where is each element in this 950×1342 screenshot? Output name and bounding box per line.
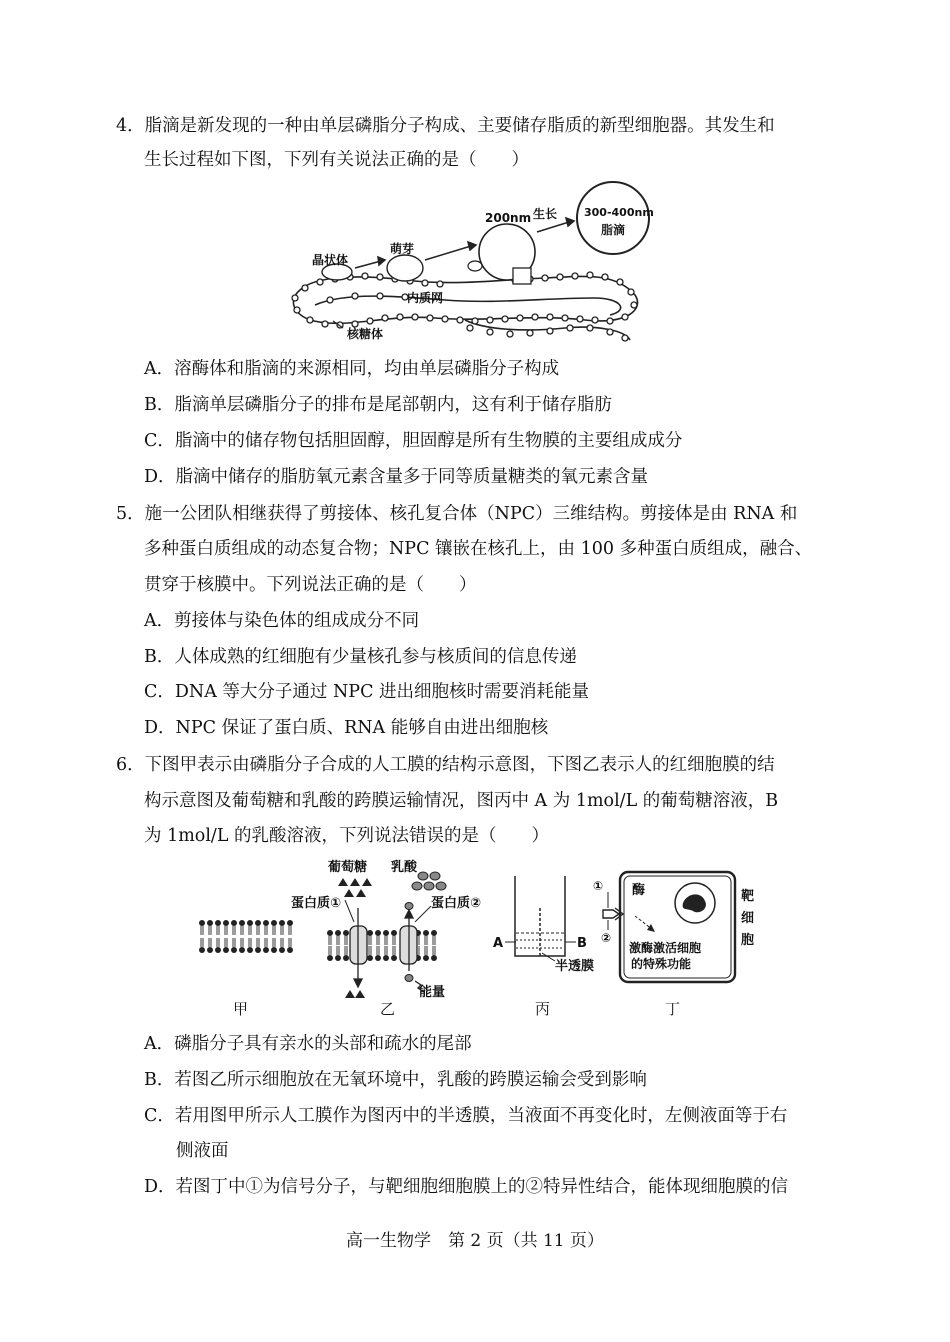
q6-stem-line2: 构示意图及葡萄糖和乳酸的跨膜运输情况，图丙中 A 为 1mol/L 的葡萄糖溶液，B xyxy=(144,791,779,811)
q5-option-c: C．DNA 等大分子通过 NPC 进出细胞核时需要消耗能量 xyxy=(144,682,590,702)
caption-jia: 甲 xyxy=(233,1000,249,1018)
label-b: B xyxy=(577,936,587,951)
label-er: 内质网 xyxy=(407,291,444,305)
label-drop: 脂滴 xyxy=(601,223,626,237)
label-semi: 半透膜 xyxy=(555,959,595,974)
label-protein2: 蛋白质② xyxy=(431,896,482,911)
page-footer: 高一生物学 第 2 页（共 11 页） xyxy=(345,1231,605,1251)
label-protein1: 蛋白质① xyxy=(291,896,342,911)
q5-option-b: B．人体成熟的红细胞有少量核孔参与核质间的信息传递 xyxy=(144,647,577,667)
label-drop-size: 300-400nm xyxy=(584,206,654,219)
label-glucose: 葡萄糖 xyxy=(328,860,368,875)
label-circle2: ② xyxy=(601,931,612,945)
label-crystal: 晶状体 xyxy=(312,253,349,267)
q4-stem-line1: 4．脂滴是新发现的一种由单层磷脂分子构成、主要储存脂质的新型细胞器。其发生和 xyxy=(116,116,775,136)
label-bud: 萌芽 xyxy=(390,242,415,256)
q5-stem-line2: 多种蛋白质组成的动态复合物；NPC 镶嵌在核孔上，由 100 多种蛋白质组成，融合、 xyxy=(144,539,813,559)
label-lactic: 乳酸 xyxy=(391,860,418,875)
q6-stem-line3: 为 1mol/L 的乳酸溶液，下列说法错误的是（ ） xyxy=(144,826,550,846)
panel-bing-utube xyxy=(505,876,576,961)
label-enzyme: 酶 xyxy=(632,883,646,898)
caption-yi: 乙 xyxy=(380,1000,396,1018)
caption-ding: 丁 xyxy=(665,1000,681,1018)
q4-option-a: A．溶酶体和脂滴的来源相同，均由单层磷脂分子构成 xyxy=(144,359,560,379)
q4-option-d: D．脂滴中储存的脂肪氧元素含量多于同等质量糖类的氧元素含量 xyxy=(144,467,649,487)
label-target3: 胞 xyxy=(741,933,755,948)
label-target2: 细 xyxy=(741,911,755,926)
q5-stem-line3: 贯穿于核膜中。下列说法正确的是（ ） xyxy=(144,575,477,595)
label-grow: 生长 xyxy=(533,207,558,221)
er-membrane xyxy=(293,276,637,340)
panel-yi-membrane xyxy=(327,872,446,998)
label-energy: 能量 xyxy=(419,985,446,1000)
q5-stem-line1: 5．施一公团队相继获得了剪接体、核孔复合体（NPC）三维结构。剪接体是由 RNA 和 xyxy=(116,504,798,524)
membrane-figure xyxy=(195,858,775,1020)
q4-option-b: B．脂滴单层磷脂分子的排布是尾部朝内，这有利于储存脂肪 xyxy=(144,395,612,415)
label-a: A xyxy=(493,936,504,951)
label-circle1: ① xyxy=(593,879,604,893)
bud-droplet xyxy=(387,255,423,281)
label-activate1: 激酶激活细胞 xyxy=(629,941,702,955)
label-200nm: 200nm xyxy=(485,211,532,225)
q6-option-b: B．若图乙所示细胞放在无氧环境中，乳酸的跨膜运输会受到影响 xyxy=(144,1070,647,1090)
label-activate2: 的特殊功能 xyxy=(631,957,692,971)
lipid-droplet-figure xyxy=(285,180,665,350)
q5-option-d: D．NPC 保证了蛋白质、RNA 能够自由进出细胞核 xyxy=(144,718,549,738)
panel-jia-bilayer xyxy=(199,920,293,953)
caption-bing: 丙 xyxy=(535,1000,551,1018)
q6-stem-line1: 6．下图甲表示由磷脂分子合成的人工膜的结构示意图，下图乙表示人的红细胞膜的结 xyxy=(116,755,775,775)
label-ribosome: 核糖体 xyxy=(347,327,384,341)
q5-option-a: A．剪接体与染色体的组成成分不同 xyxy=(144,611,420,631)
q6-option-c-line1: C．若用图甲所示人工膜作为图丙中的半透膜，当液面不再变化时，左侧液面等于右 xyxy=(144,1106,788,1126)
q4-option-c: C．脂滴中的储存物包括胆固醇，胆固醇是所有生物膜的主要组成成分 xyxy=(144,431,683,451)
q6-option-c-line2: 侧液面 xyxy=(176,1141,229,1161)
label-target1: 靶 xyxy=(741,889,755,904)
q6-option-d: D．若图丁中①为信号分子，与靶细胞细胞膜上的②特异性结合，能体现细胞膜的信 xyxy=(144,1177,789,1197)
q6-option-a: A．磷脂分子具有亲水的头部和疏水的尾部 xyxy=(144,1034,472,1054)
q4-stem-line2: 生长过程如下图，下列有关说法正确的是（ ） xyxy=(144,150,529,170)
